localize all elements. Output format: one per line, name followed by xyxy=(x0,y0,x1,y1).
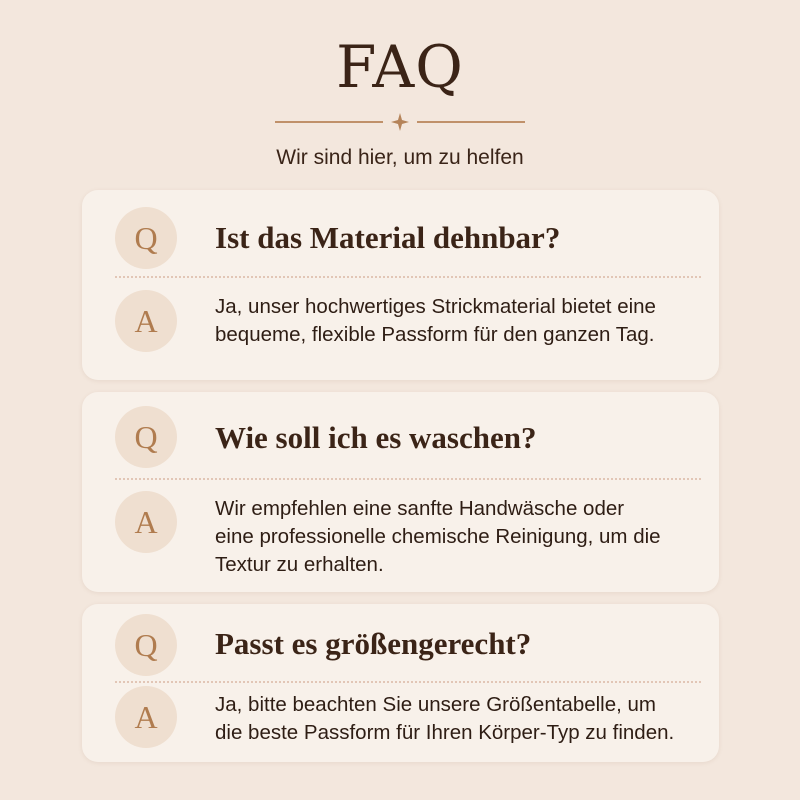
answer-line: bequeme, flexible Passform für den ganzen Tag. xyxy=(215,323,655,346)
qa-separator xyxy=(115,478,701,480)
faq-question: Wie soll ich es waschen? xyxy=(215,420,537,455)
question-marker: Q xyxy=(115,207,177,269)
page-title: FAQ xyxy=(336,33,464,101)
faq-question: Ist das Material dehnbar? xyxy=(215,220,561,255)
answer-line: eine professionelle chemische Reinigung, um die xyxy=(215,525,661,548)
divider-line-left xyxy=(275,121,383,123)
page-subtitle: Wir sind hier, um zu helfen xyxy=(276,146,524,169)
qa-separator xyxy=(115,681,701,683)
divider-line-right xyxy=(417,121,525,123)
faq-card xyxy=(82,392,719,592)
answer-marker: A xyxy=(115,686,177,748)
qa-separator xyxy=(115,276,701,278)
faq-answer xyxy=(215,495,699,579)
faq-answer xyxy=(215,293,699,349)
question-marker: Q xyxy=(115,614,177,676)
faq-card xyxy=(82,190,719,380)
faq-answer xyxy=(215,691,699,747)
answer-line: Ja, unser hochwertiges Strickmaterial bietet eine xyxy=(215,295,656,318)
answer-marker: A xyxy=(115,491,177,553)
answer-line: Ja, bitte beachten Sie unsere Größentabelle, um xyxy=(215,693,657,716)
answer-marker: A xyxy=(115,290,177,352)
answer-line: die beste Passform für Ihren Körper-Typ zu finden. xyxy=(215,721,675,744)
title-divider xyxy=(275,112,525,132)
answer-line: Textur zu erhalten. xyxy=(215,553,384,576)
question-marker: Q xyxy=(115,406,177,468)
answer-line: Wir empfehlen eine sanfte Handwäsche oder xyxy=(215,497,625,520)
four-point-star-icon xyxy=(390,112,410,132)
faq-question: Passt es größengerecht? xyxy=(215,626,532,661)
faq-card xyxy=(82,604,719,762)
